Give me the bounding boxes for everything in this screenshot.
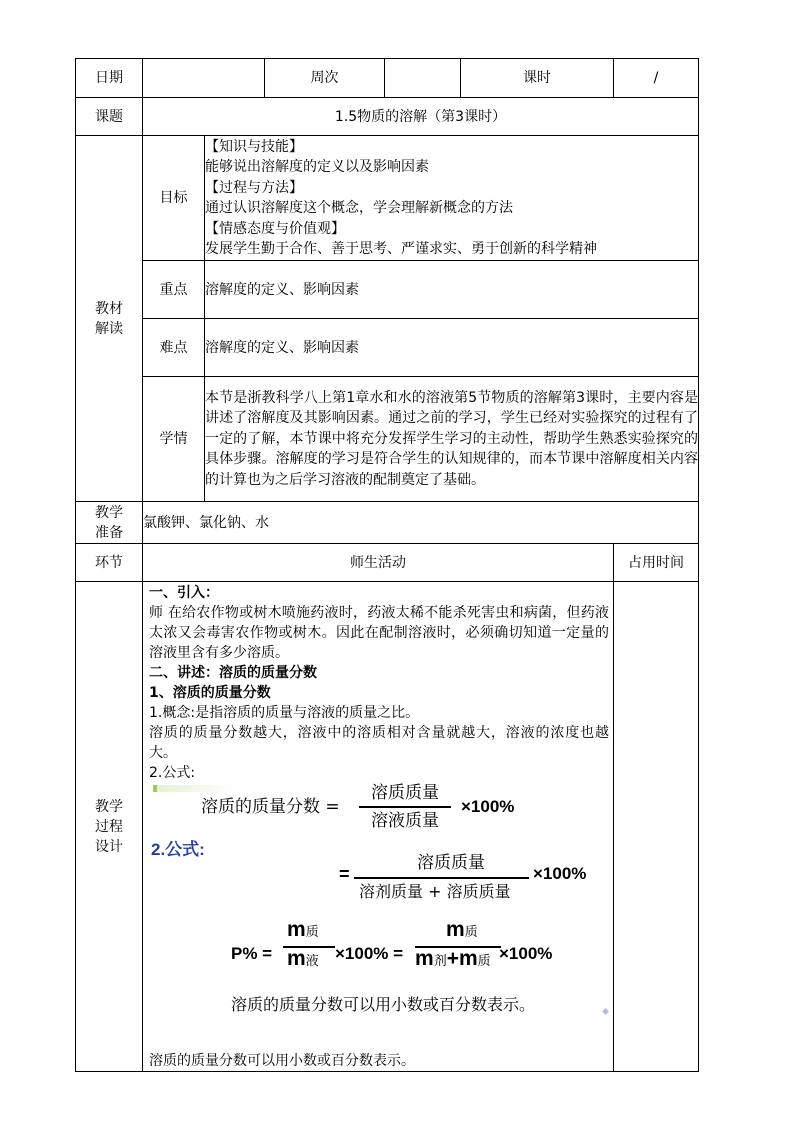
- students-row: [76, 377, 699, 502]
- formula3-multiplier2: ×100%: [499, 944, 553, 963]
- difficulty-label: 难点: [143, 319, 205, 377]
- objective-line: 【过程与方法】: [205, 179, 303, 196]
- subscript-solute: 质: [477, 954, 491, 969]
- process-label: [76, 582, 143, 1072]
- figure-edge-fade: [157, 785, 237, 792]
- preparation-label-line2: 准备: [95, 524, 123, 541]
- header-row: [76, 59, 699, 98]
- m-symbol: m: [446, 918, 465, 941]
- subscript-solvent: 剂: [433, 954, 447, 969]
- date-value: [143, 59, 265, 98]
- objectives-content: [205, 136, 699, 261]
- formula3-p: P% =: [231, 944, 273, 963]
- objectives-row: [76, 136, 699, 261]
- m-symbol: m: [458, 947, 478, 970]
- topic-value: 1.5物质的溶解（第3课时）: [143, 98, 699, 136]
- formula2-denominator-text: 溶剂质量 + 溶质质量: [359, 882, 511, 901]
- part2-heading: 二、讲述：溶质的质量分数: [149, 665, 317, 681]
- process-label-line2: 过程: [95, 818, 123, 835]
- closing-text: 溶质的质量分数可以用小数或百分数表示。: [149, 1053, 415, 1069]
- subscript-solute: 质: [464, 925, 478, 940]
- formula2-multiplier: ×100%: [533, 864, 587, 883]
- date-label: 日期: [76, 59, 143, 98]
- column-header-row: [76, 544, 699, 582]
- m-symbol: m: [415, 947, 434, 970]
- plus-sign: +: [446, 947, 459, 970]
- objectives-label: 目标: [143, 136, 205, 261]
- week-label: 周次: [265, 59, 385, 98]
- time-header: 占用时间: [614, 544, 699, 582]
- sub1-heading: 1、溶质的质量分数: [149, 685, 271, 701]
- objective-line: 【知识与技能】: [205, 138, 303, 155]
- topic-label: 课题: [76, 98, 143, 136]
- difficulty-text: 溶解度的定义、影响因素: [205, 319, 699, 377]
- explain-text: 溶质的质量分数越大，溶液中的溶质相对含量就越大，溶液的浓度也越大。: [149, 725, 609, 761]
- difficulty-row: [76, 319, 699, 377]
- formula3-den2: [415, 949, 491, 972]
- week-value: [385, 59, 461, 98]
- subscript-solute: 质: [305, 925, 319, 940]
- analysis-label-line1: 教材: [95, 300, 123, 317]
- objective-line: 能够说出溶解度的定义以及影响因素: [205, 159, 429, 175]
- formula1-left: [201, 797, 340, 817]
- process-label-line3: 设计: [95, 838, 123, 855]
- subscript-solution: 液: [305, 954, 319, 969]
- preparation-label: [76, 502, 143, 544]
- formula3-num1: [287, 920, 319, 943]
- period-value: /: [614, 59, 699, 98]
- formula2-equals: =: [339, 864, 350, 884]
- figure-corner-mark: [602, 1008, 609, 1015]
- formula3-den1: [287, 949, 319, 972]
- figure-note: 溶质的质量分数可以用小数或百分数表示。: [231, 995, 536, 1014]
- formula3-multiplier1: ×100% =: [335, 944, 404, 963]
- key-point-row: [76, 261, 699, 319]
- formula1-multiplier: ×100%: [461, 797, 515, 816]
- formula1-denominator: 溶液质量: [371, 811, 439, 831]
- analysis-label: [76, 136, 143, 502]
- formula1-fraction-bar: [359, 806, 451, 808]
- period-label: 课时: [461, 59, 614, 98]
- process-time-cell: [614, 582, 699, 1072]
- formula-figure: [149, 783, 609, 1051]
- formula2-numerator: 溶质质量: [417, 853, 485, 873]
- topic-row: [76, 98, 699, 136]
- formula2-fraction-bar: [354, 877, 529, 879]
- intro-heading: 一、引入：: [149, 585, 219, 601]
- m-symbol: m: [287, 918, 306, 941]
- preparation-row: [76, 502, 699, 544]
- students-label: 学情: [143, 377, 205, 502]
- key-point-label: 重点: [143, 261, 205, 319]
- process-content: [143, 582, 614, 1072]
- stage-header: 环节: [76, 544, 143, 582]
- formula-heading: 2.公式:: [151, 840, 205, 859]
- concept-text: 1.概念:是指溶质的质量与溶液的质量之比。: [149, 705, 420, 721]
- analysis-label-line2: 解读: [95, 320, 123, 337]
- process-label-line1: 教学: [95, 798, 123, 815]
- students-text: 本节是浙教科学八上第1章水和水的溶液第5节物质的溶解第3课时，主要内容是讲述了溶解度及其影响因素。通过之前的学习，学生已经对实验探究的过程有了一定的了解，本节课中将充分发挥学生学习的主动性，帮助学生熟悉实验探究的具体步骤。溶解度的学习是符合学生的认知规律的，而本节课中溶解度相关内容的计算也为之后学习溶液的配制奠定了基础。: [205, 377, 699, 502]
- lesson-plan-table: [75, 58, 699, 1072]
- formula1-numerator: 溶质质量: [371, 783, 439, 803]
- intro-text: 师 在给农作物或树木喷施药液时，药液太稀不能杀死害虫和病菌，但药液太浓又会毒害农作物或树木。因此在配制溶液时，必须确切知道一定量的溶液里含有多少溶质。: [149, 605, 609, 661]
- formula1-left-text: 溶质的质量分数 =: [201, 797, 340, 817]
- m-symbol: m: [287, 947, 306, 970]
- objective-line: 【情感态度与价值观】: [205, 220, 345, 237]
- formula-label: 2.公式:: [149, 765, 196, 781]
- activity-header: 师生活动: [143, 544, 614, 582]
- formula2-denominator: [359, 882, 511, 903]
- process-row: [76, 582, 699, 1072]
- key-point-text: 溶解度的定义、影响因素: [205, 261, 699, 319]
- formula3-num2: [446, 920, 478, 943]
- objective-line: 发展学生勤于合作、善于思考、严谨求实、勇于创新的科学精神: [205, 241, 597, 257]
- preparation-value: 氯酸钾、氯化钠、水: [143, 502, 699, 544]
- objective-line: 通过认识溶解度这个概念，学会理解新概念的方法: [205, 200, 513, 216]
- preparation-label-line1: 教学: [95, 504, 123, 521]
